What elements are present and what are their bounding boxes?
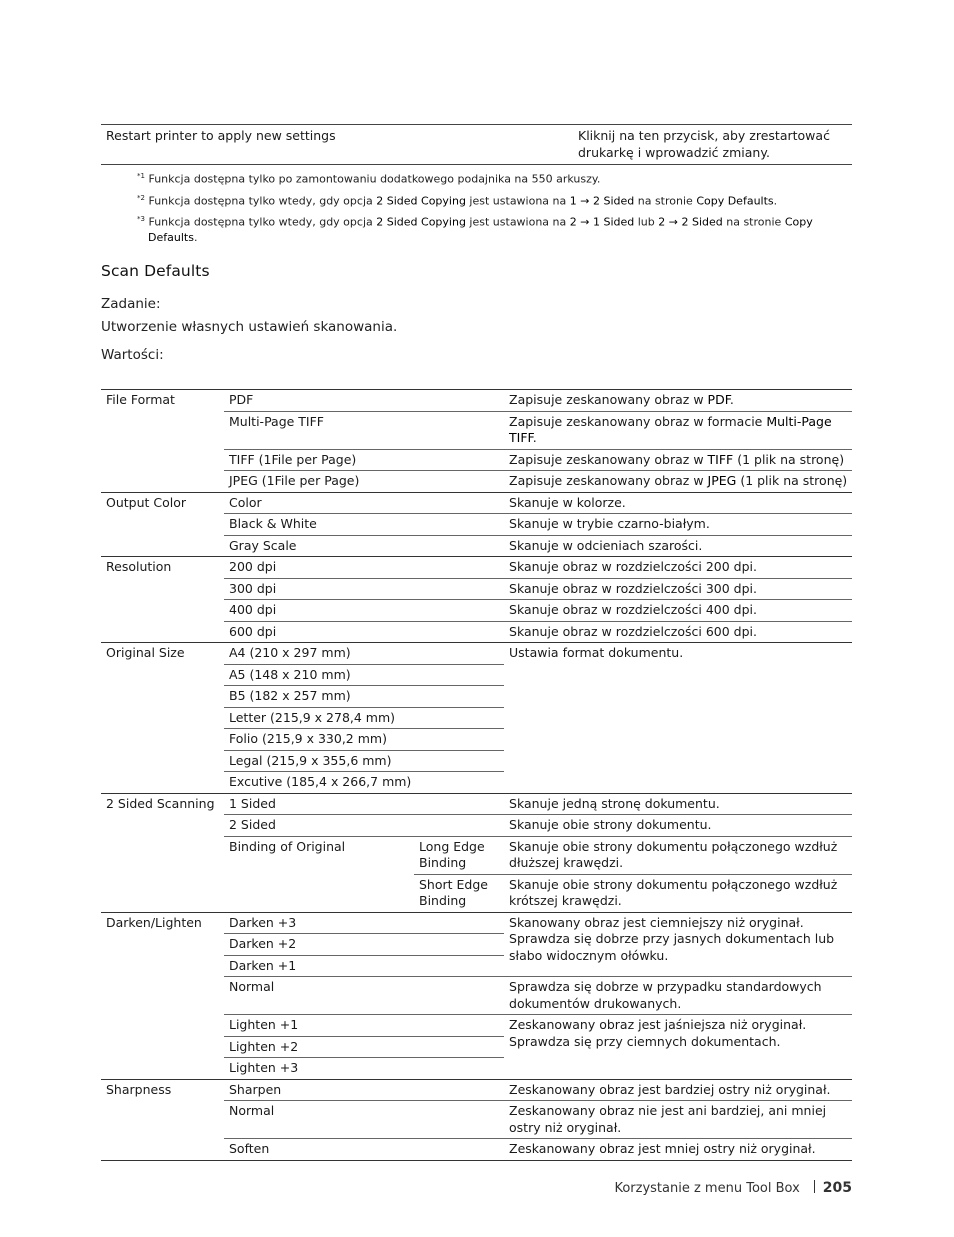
description: Skanowany obraz jest ciemniejszy niż oryginał. Sprawdza się dobrze przy jasnych dokumentach lub słabo widocznym ołówku.: [504, 912, 852, 977]
table-row: [101, 1079, 852, 1101]
option: TIFF (1File per Page): [224, 449, 504, 471]
option: Soften: [224, 1139, 504, 1161]
chapter-title: Korzystanie z menu Tool Box: [614, 1181, 800, 1196]
description: Skanuje obraz w rozdzielczości 200 dpi.: [504, 557, 852, 579]
description: Skanuje obraz w rozdzielczości 600 dpi.: [504, 621, 852, 643]
task-label: Zadanie:: [101, 296, 161, 312]
option: Darken +2: [224, 934, 504, 956]
option: Folio (215,9 x 330,2 mm): [224, 729, 504, 751]
option: Lighten +3: [224, 1058, 504, 1080]
footer-divider: [814, 1180, 815, 1193]
description: Zapisuje zeskanowany obraz w TIFF (1 plik na stronę): [504, 449, 852, 471]
group-original-size: Original Size: [101, 643, 224, 794]
description: Skanuje w kolorze.: [504, 492, 852, 514]
option: Black & White: [224, 514, 504, 536]
sub-option: Long Edge Binding: [414, 836, 504, 874]
option: A4 (210 x 297 mm): [224, 643, 504, 665]
description: Zeskanowany obraz nie jest ani bardziej, ani mniej ostry niż oryginał.: [504, 1101, 852, 1139]
group-output-color: Output Color: [101, 492, 224, 557]
table-row: [101, 492, 852, 514]
table-row: [101, 390, 852, 412]
table-row: [101, 643, 852, 665]
setting-description: Kliknij na ten przycisk, aby zrestartować drukarkę i wprowadzić zmiany.: [573, 125, 852, 165]
group-darken-lighten: Darken/Lighten: [101, 912, 224, 1079]
top-settings-table: [101, 124, 852, 165]
option: 600 dpi: [224, 621, 504, 643]
description: Skanuje w trybie czarno-białym.: [504, 514, 852, 536]
option: Lighten +1: [224, 1015, 504, 1037]
description: Skanuje obraz w rozdzielczości 300 dpi.: [504, 578, 852, 600]
option: Lighten +2: [224, 1036, 504, 1058]
section-title: Scan Defaults: [101, 262, 210, 280]
option: Multi-Page TIFF: [224, 411, 504, 449]
group-resolution: Resolution: [101, 557, 224, 643]
description: Zeskanowany obraz jest jaśniejsza niż oryginał. Sprawdza się przy ciemnych dokumentach.: [504, 1015, 852, 1080]
option: B5 (182 x 257 mm): [224, 686, 504, 708]
option: PDF: [224, 390, 504, 412]
description: Skanuje jedną stronę dokumentu.: [504, 793, 852, 815]
option: Normal: [224, 977, 504, 1015]
values-label: Wartości:: [101, 347, 164, 363]
option: Letter (215,9 x 278,4 mm): [224, 707, 504, 729]
table-row: [101, 557, 852, 579]
option: Darken +1: [224, 955, 504, 977]
description: Zapisuje zeskanowany obraz w formacie Multi-Page TIFF.: [504, 411, 852, 449]
group-sharpness: Sharpness: [101, 1079, 224, 1160]
task-text: Utworzenie własnych ustawień skanowania.: [101, 319, 398, 335]
option: Binding of Original: [224, 836, 414, 912]
option: 2 Sided: [224, 815, 504, 837]
scan-defaults-table: [101, 389, 852, 1161]
page-number: 205: [822, 1180, 852, 1196]
option: 300 dpi: [224, 578, 504, 600]
description: Skanuje obie strony dokumentu połączonego wzdłuż krótszej krawędzi.: [504, 874, 852, 912]
group-file-format: File Format: [101, 390, 224, 493]
footnote-1: $^{*1}$ Funkcja dostępna tylko po zamontowaniu dodatkowego podajnika na 550 arkuszy.: [137, 172, 601, 186]
option: Excutive (185,4 x 266,7 mm): [224, 772, 504, 794]
description: Zapisuje zeskanowany obraz w PDF.: [504, 390, 852, 412]
table-row: [101, 125, 852, 165]
description: Skanuje obraz w rozdzielczości 400 dpi.: [504, 600, 852, 622]
footnotes: [137, 169, 849, 249]
option: A5 (148 x 210 mm): [224, 664, 504, 686]
description: Zapisuje zeskanowany obraz w JPEG (1 plik na stronę): [504, 471, 852, 493]
description: Zeskanowany obraz jest bardziej ostry niż oryginał.: [504, 1079, 852, 1101]
footnote-2: $^{*2}$ Funkcja dostępna tylko wtedy, gdy opcja 2 Sided Copying jest ustawiona na 1 → 2 Sided na stronie Copy Defaults.: [137, 193, 778, 208]
footnote-3: $^{*3}$ Funkcja dostępna tylko wtedy, gdy opcja 2 Sided Copying jest ustawiona na 2 → 1 Sided lub 2 → 2 Sided na stronie Copy Defaults.: [137, 215, 813, 244]
option: 200 dpi: [224, 557, 504, 579]
table-row: [101, 912, 852, 934]
page-footer: [614, 1180, 852, 1196]
description: Sprawdza się dobrze w przypadku standardowych dokumentów drukowanych.: [504, 977, 852, 1015]
option: JPEG (1File per Page): [224, 471, 504, 493]
option: Color: [224, 492, 504, 514]
option: Darken +3: [224, 912, 504, 934]
option: Normal: [224, 1101, 504, 1139]
option: 1 Sided: [224, 793, 504, 815]
table-row: [101, 793, 852, 815]
option: Legal (215,9 x 355,6 mm): [224, 750, 504, 772]
description: Ustawia format dokumentu.: [504, 643, 852, 794]
sub-option: Short Edge Binding: [414, 874, 504, 912]
option: Gray Scale: [224, 535, 504, 557]
group-2-sided-scanning: 2 Sided Scanning: [101, 793, 224, 912]
option: 400 dpi: [224, 600, 504, 622]
setting-name: Restart printer to apply new settings: [101, 125, 573, 165]
description: Skanuje obie strony dokumentu połączonego wzdłuż dłuższej krawędzi.: [504, 836, 852, 874]
description: Skanuje w odcieniach szarości.: [504, 535, 852, 557]
option: Sharpen: [224, 1079, 504, 1101]
description: Skanuje obie strony dokumentu.: [504, 815, 852, 837]
description: Zeskanowany obraz jest mniej ostry niż oryginał.: [504, 1139, 852, 1161]
